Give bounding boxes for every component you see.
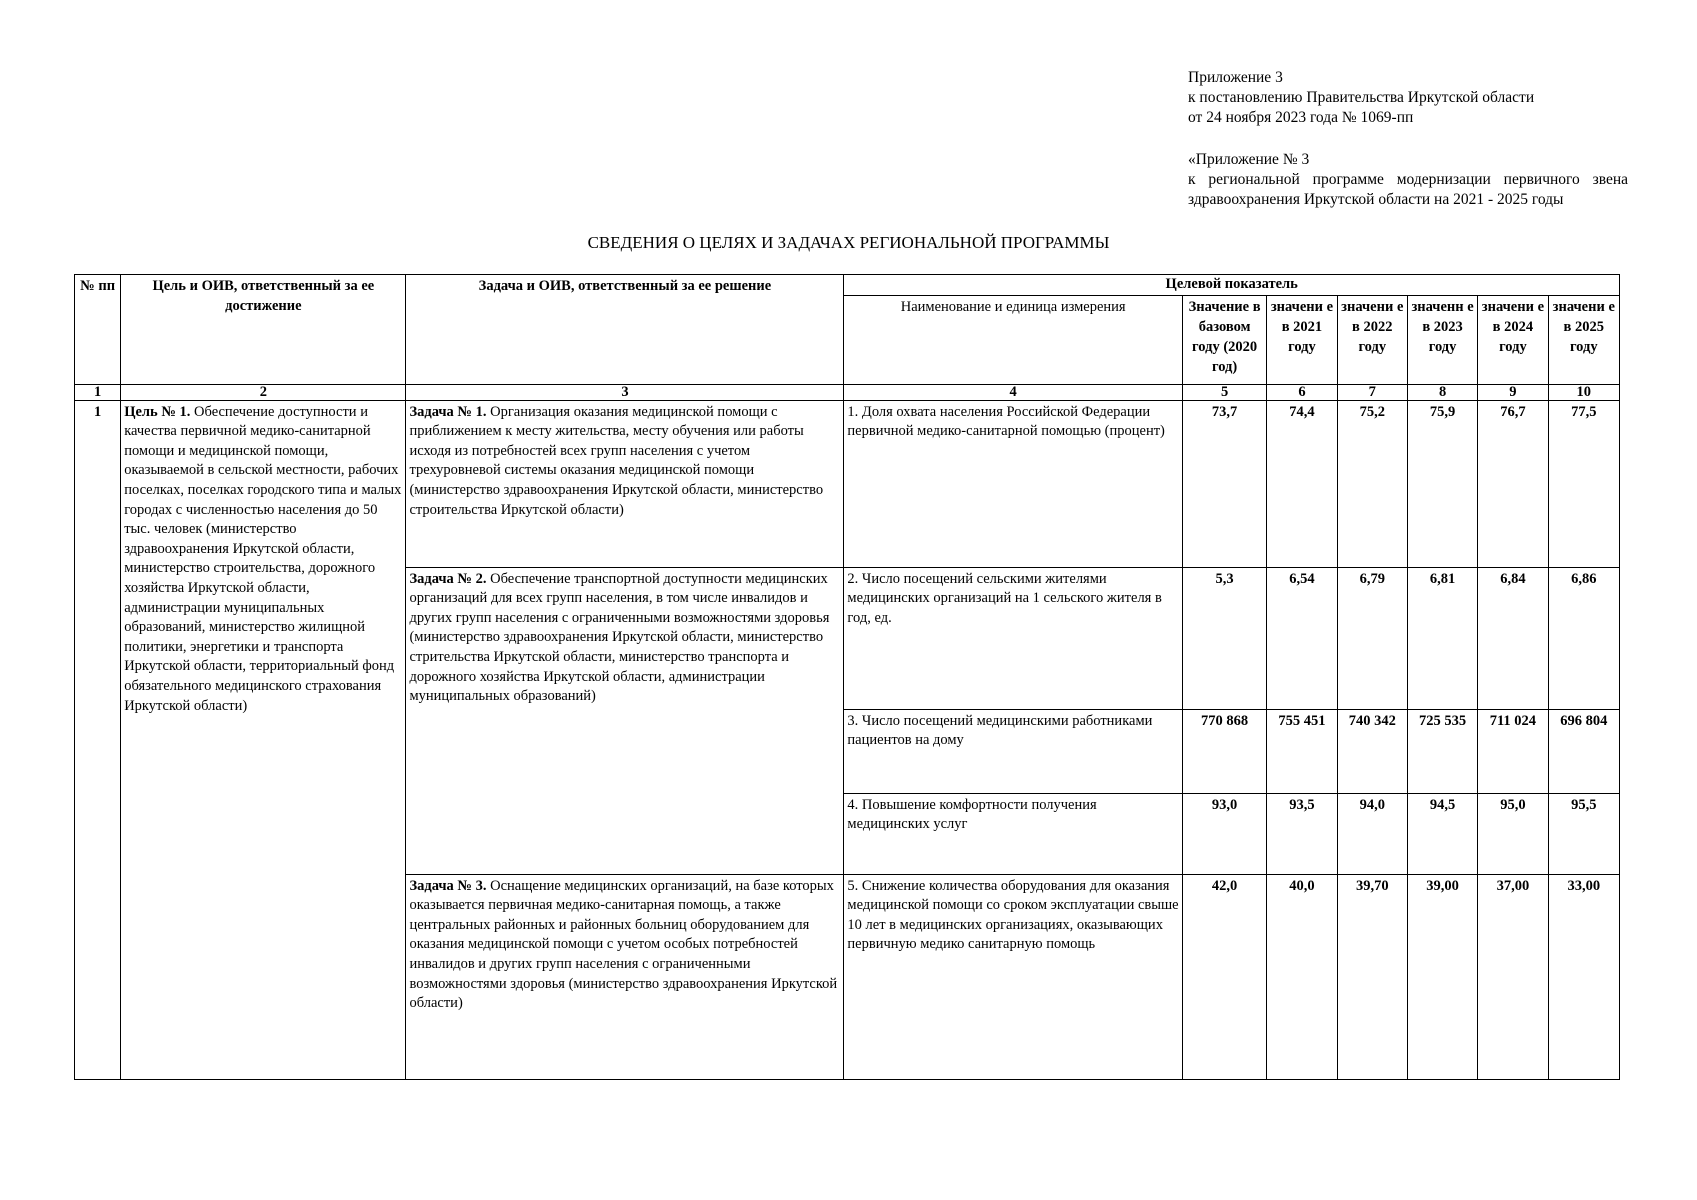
- indicator-value: 6,84: [1478, 567, 1548, 709]
- indicator-value: 73,7: [1182, 400, 1266, 567]
- task-label: Задача № 1.: [409, 403, 487, 420]
- indicator-value: 93,0: [1182, 793, 1266, 874]
- annex-line: Приложение 3: [1188, 69, 1283, 86]
- header-value-2023: значенн е в 2023 году: [1407, 295, 1477, 384]
- header-goal: Цель и ОИВ, ответственный за ее достижение: [121, 275, 406, 385]
- indicator-value: 42,0: [1182, 874, 1266, 1079]
- indicator-value: 696 804: [1548, 709, 1619, 793]
- indicator-value: 94,5: [1407, 793, 1477, 874]
- goals-tasks-table: [74, 274, 1620, 1080]
- goal-label: Цель № 1.: [124, 403, 191, 420]
- column-number: 9: [1478, 384, 1548, 400]
- header-task: Задача и ОИВ, ответственный за ее решение: [406, 275, 844, 385]
- header-value-2025: значени е в 2025 году: [1548, 295, 1619, 384]
- column-number: 5: [1182, 384, 1266, 400]
- row-number: 1: [75, 400, 121, 1079]
- header-value-2021: значени е в 2021 году: [1267, 295, 1337, 384]
- indicator-value: 95,0: [1478, 793, 1548, 874]
- column-number: 7: [1337, 384, 1407, 400]
- indicator-value: 725 535: [1407, 709, 1477, 793]
- indicator-value: 37,00: [1478, 874, 1548, 1079]
- indicator-name: 3. Число посещений медицинскими работниками пациентов на дому: [844, 709, 1183, 793]
- column-number: 2: [121, 384, 406, 400]
- indicator-value: 711 024: [1478, 709, 1548, 793]
- indicator-name: 2. Число посещений сельскими жителями медицинских организаций на 1 сельского жителя в год, ед.: [844, 567, 1183, 709]
- annex-program-reference: [1188, 150, 1628, 210]
- task-label: Задача № 2.: [409, 570, 487, 587]
- header-base-value: Значение в базовом году (2020 год): [1182, 295, 1266, 384]
- indicator-value: 6,79: [1337, 567, 1407, 709]
- column-number: 1: [75, 384, 121, 400]
- task-cell: [406, 567, 844, 874]
- indicator-value: 75,2: [1337, 400, 1407, 567]
- task-text: Оснащение медицинских организаций, на базе которых оказывается первичная медико-санитарная помощь, а также центральных районных и районных больниц оборудованием для оказания медицинской помощи с учетом особых потребностей инвалидов и других групп населения с ограниченными возможностями здоровья (министерство здравоохранения Иркутской области): [409, 877, 838, 1012]
- indicator-value: 95,5: [1548, 793, 1619, 874]
- indicator-value: 93,5: [1267, 793, 1337, 874]
- indicator-value: 770 868: [1182, 709, 1266, 793]
- indicator-value: 6,86: [1548, 567, 1619, 709]
- task-cell: [406, 874, 844, 1079]
- indicator-value: 33,00: [1548, 874, 1619, 1079]
- indicator-value: 740 342: [1337, 709, 1407, 793]
- header-value-2022: значени е в 2022 году: [1337, 295, 1407, 384]
- indicator-value: 74,4: [1267, 400, 1337, 567]
- annex-line: здравоохранения Иркутской области на 2021 - 2025 годы: [1188, 191, 1564, 208]
- indicator-value: 755 451: [1267, 709, 1337, 793]
- annex-header: [1188, 68, 1534, 128]
- header-indicator-name: Наименование и единица измерения: [844, 295, 1183, 384]
- indicator-value: 6,54: [1267, 567, 1337, 709]
- indicator-value: 40,0: [1267, 874, 1337, 1079]
- goal-cell: [121, 400, 406, 1079]
- indicator-value: 5,3: [1182, 567, 1266, 709]
- indicator-value: 39,00: [1407, 874, 1477, 1079]
- annex-line: «Приложение № 3: [1188, 151, 1310, 168]
- indicator-name: 5. Снижение количества оборудования для оказания медицинской помощи со сроком эксплуатации свыше 10 лет в медицинских организациях, оказывающих первичную медико санитарную помощь: [844, 874, 1183, 1079]
- indicator-value: 77,5: [1548, 400, 1619, 567]
- column-number: 10: [1548, 384, 1619, 400]
- task-text: Обеспечение транспортной доступности медицинских организаций для всех групп населения, в том числе инвалидов и других групп населения с ограниченными возможностями здоровья (министерство здравоохранения Иркутской области, министерство стрительства Иркутской области, министерство транспорта и дорожного хозяйства Иркутской области, администрации муниципальных образований): [409, 570, 830, 705]
- task-cell: [406, 400, 844, 567]
- column-number: 6: [1267, 384, 1337, 400]
- annex-line: к постановлению Правительства Иркутской области: [1188, 89, 1535, 106]
- column-number: 8: [1407, 384, 1477, 400]
- indicator-name: 1. Доля охвата населения Российской Федерации первичной медико-санитарной помощью (процент): [844, 400, 1183, 567]
- task-text: Организация оказания медицинской помощи с приближением к месту жительства, месту обучения или работы исходя из потребностей всех групп населения с учетом трехуровневой системы оказания медицинской помощи (министерство здравоохранения Иркутской области, министерство строительства Иркутской области): [409, 403, 824, 518]
- header-target-indicator: Целевой показатель: [844, 275, 1620, 296]
- indicator-name: 4. Повышение комфортности получения медицинских услуг: [844, 793, 1183, 874]
- indicator-value: 94,0: [1337, 793, 1407, 874]
- annex-line: от 24 ноября 2023 года № 1069-пп: [1188, 109, 1414, 126]
- goal-text: Обеспечение доступности и качества первичной медико-санитарной помощи и медицинской помощи, оказываемой в сельской местности, рабочих поселках, поселках городского типа и малых городах с численностью населения до 50 тыс. человек (министерство здравоохранения Иркутской области, министерство строительства, дорожного хозяйства Иркутской области, администрации муниципальных образований, министерство жилищной политики, энергетики и транспорта Иркутской области, территориальный фонд обязательного медицинского страхования Иркутской области): [124, 403, 402, 714]
- indicator-value: 76,7: [1478, 400, 1548, 567]
- column-number: 3: [406, 384, 844, 400]
- annex-line: к региональной программе модернизации первичного звена: [1188, 171, 1628, 188]
- indicator-value: 75,9: [1407, 400, 1477, 567]
- indicator-value: 6,81: [1407, 567, 1477, 709]
- header-number: № пп: [75, 275, 121, 385]
- header-value-2024: значени е в 2024 году: [1478, 295, 1548, 384]
- indicator-value: 39,70: [1337, 874, 1407, 1079]
- task-label: Задача № 3.: [409, 877, 487, 894]
- column-number: 4: [844, 384, 1183, 400]
- document-title: СВЕДЕНИЯ О ЦЕЛЯХ И ЗАДАЧАХ РЕГИОНАЛЬНОЙ ПРОГРАММЫ: [587, 233, 1110, 252]
